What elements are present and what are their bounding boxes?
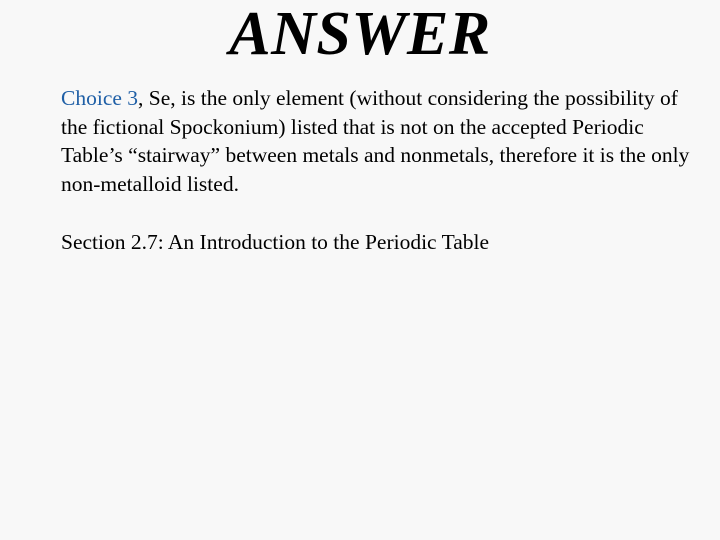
answer-choice-label: Choice 3	[61, 86, 139, 110]
answer-explanation	[61, 84, 701, 198]
section-reference: Section 2.7: An Introduction to the Periodic Table	[61, 230, 490, 254]
answer-explanation-text: , Se, is the only element (without considering the possibility of the fictional Spockonium) listed that is not on the accepted Periodic Table’s “stairway” between metals and nonmetals, therefore it is the only non-metalloid listed.	[61, 86, 690, 196]
slide-title: ANSWER	[229, 0, 491, 68]
